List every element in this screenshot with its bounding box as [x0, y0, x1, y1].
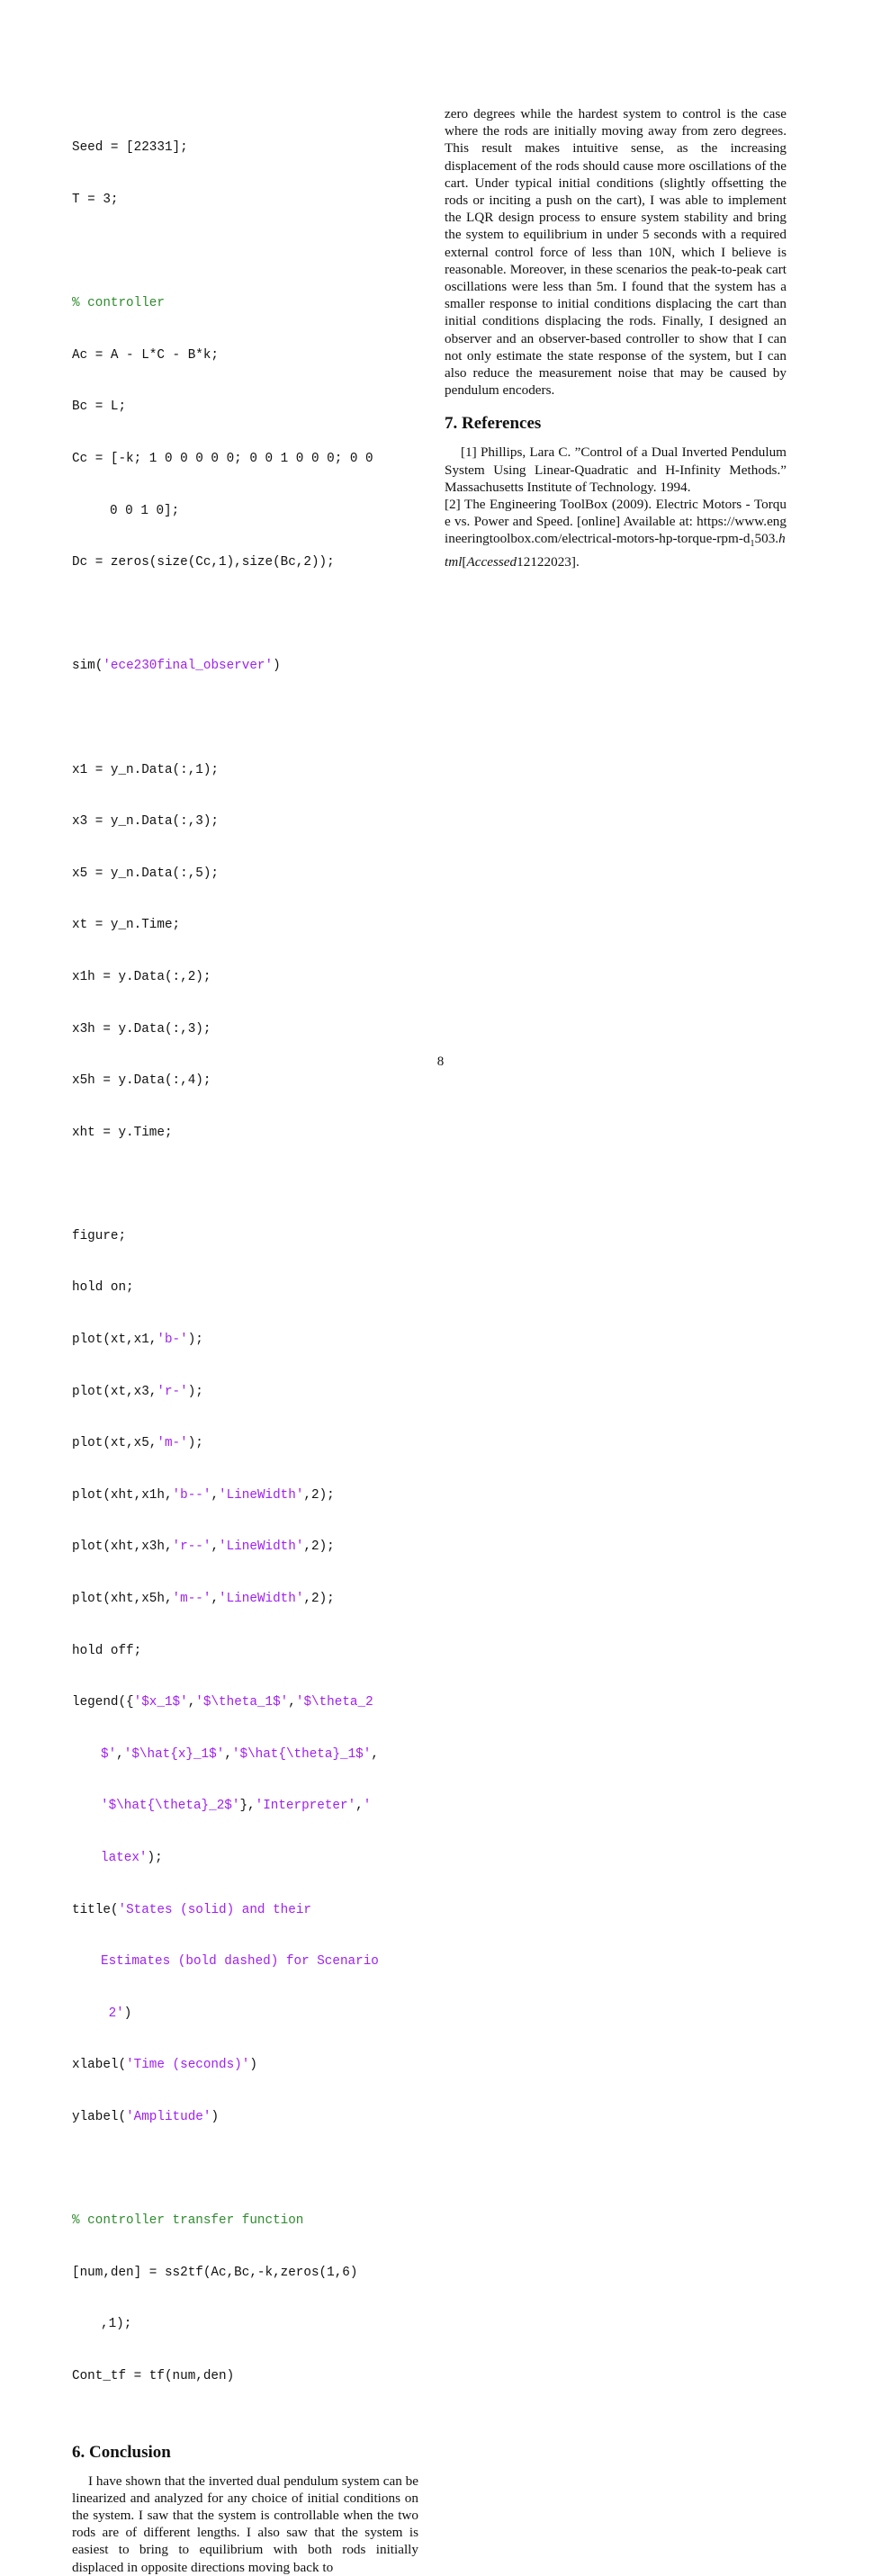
code-line: xt = y_n.Time; [72, 918, 181, 933]
right-column [445, 105, 787, 570]
code-line-ylabel: ylabel('Amplitude') [72, 2109, 220, 2124]
code-blank [72, 2161, 418, 2178]
code-blank [72, 1176, 418, 1193]
conclusion-heading: 6. Conclusion [72, 2442, 171, 2462]
code-line-xlabel: xlabel('Time (seconds)') [72, 2058, 257, 2073]
code-line: Cont_tf = tf(num,den) [72, 2368, 235, 2383]
code-line: hold off; [72, 1643, 142, 1658]
code-line: figure; [72, 1228, 127, 1243]
code-line: x5 = y_n.Data(:,5); [72, 866, 220, 881]
code-line-title-continued: 2') [101, 2006, 132, 2021]
code-line: x3 = y_n.Data(:,3); [72, 814, 220, 830]
code-blank [72, 244, 418, 261]
page-number: 8 [436, 1055, 445, 1069]
code-line-plot: plot(xht,x3h,'r--','LineWidth',2); [72, 1539, 335, 1555]
code-line-plot: plot(xt,x5,'m-'); [72, 1436, 203, 1451]
code-line-legend-continued: latex'); [101, 1851, 163, 1865]
code-line: Cc = [-k; 1 0 0 0 0 0; 0 0 1 0 0 0; 0 0 [72, 451, 373, 466]
code-line-plot: plot(xht,x1h,'b--','LineWidth',2); [72, 1487, 335, 1503]
code-blank [72, 710, 418, 727]
code-line-legend: legend({'$x_1$','$\theta_1$','$\theta_2 [72, 1695, 373, 1710]
code-line: x5h = y.Data(:,4); [72, 1073, 211, 1089]
code-line: x3h = y.Data(:,3); [72, 1021, 211, 1037]
code-line: Dc = zeros(size(Cc,1),size(Bc,2)); [72, 555, 335, 570]
code-line-plot: plot(xt,x3,'r-'); [72, 1384, 203, 1399]
code-line: Bc = L; [72, 399, 127, 415]
code-line: xht = y.Time; [72, 1125, 173, 1140]
code-line: Seed = [22331]; [72, 140, 188, 156]
code-line: Ac = A - L*C - B*k; [72, 347, 220, 363]
code-line-legend-continued: '$\hat{\theta}_2$'},'Interpreter',' [101, 1799, 372, 1814]
code-line-title-continued: Estimates (bold dashed) for Scenario [101, 1954, 379, 1970]
conclusion-paragraph: I have shown that the inverted dual pendulum system can be linearized and analyzed for any choice of initial conditions on the system. I saw that the system is controllable when the two rods are of different lengths. I also saw that the system is easiest to bring to equilibrium with both rods initially displaced in opposite directions moving back to [72, 2473, 418, 2575]
conclusion-paragraph-continued: zero degrees while the hardest system to control is the case where the rods are initially moving away from zero degrees. This result makes intuitive sense, as the increasing displacement of the rods should cause more oscillations of the cart. Under typical initial conditions (slightly offsetting the rods or inciting a push on the cart), I was able to implement the LQR design process to ensure system stability and bring the system to equilibrium in under 5 seconds with a required external control force of less than 10N, which I believe is reasonable. Moreover, in these scenarios the peak-to-peak cart oscillations were less than 5m. I found that the system has a smaller response to initial conditions displacing the cart than initial conditions displacing the rods. Finally, I designed an observer and an observer-based controller to show that I can not only estimate the state response of the system, but I can also reduce the measurement noise that may be caused by pendulum encoders. [445, 106, 787, 399]
code-line-legend-continued: $','$\hat{x}_1$','$\hat{\theta}_1$', [101, 1746, 379, 1762]
reference-list [445, 444, 787, 570]
code-line-title: title('States (solid) and their [72, 1902, 311, 1917]
code-line-continued: 0 0 1 0]; [110, 503, 180, 518]
matlab-code-listing [72, 105, 418, 2420]
code-line: x1 = y_n.Data(:,1); [72, 762, 220, 777]
code-line: [num,den] = ss2tf(Ac,Bc,-k,zeros(1,6) [72, 2265, 358, 2280]
code-line: hold on; [72, 1280, 134, 1296]
code-blank [72, 606, 418, 624]
reference-item: [1] Phillips, Lara C. ”Control of a Dual Inverted Pendulum System Using Linear-Quadratic and H-Infinity Methods.” Massachusetts Institute of Technology. 1994. [445, 444, 787, 495]
code-comment: % controller transfer function [72, 2213, 304, 2229]
code-line-plot: plot(xht,x5h,'m--','LineWidth',2); [72, 1592, 335, 1607]
code-line-continued: ,1); [101, 2317, 132, 2332]
code-line: T = 3; [72, 193, 119, 207]
code-line-plot: plot(xt,x1,'b-'); [72, 1333, 203, 1348]
code-comment: % controller [72, 296, 165, 311]
left-column [72, 105, 418, 2576]
code-line: x1h = y.Data(:,2); [72, 969, 211, 984]
code-line-sim: sim('ece230final_observer') [72, 659, 281, 674]
references-heading: 7. References [445, 414, 542, 434]
reference-item: [2] The Engineering ToolBox (2009). Electric Motors - Torque vs. Power and Speed. [online] Available at: $https://www.engineeringtoolbox.com/electrical-motors-hp-torque-rpm-d_1503.html[Accessed12122023]$. [445, 497, 787, 570]
